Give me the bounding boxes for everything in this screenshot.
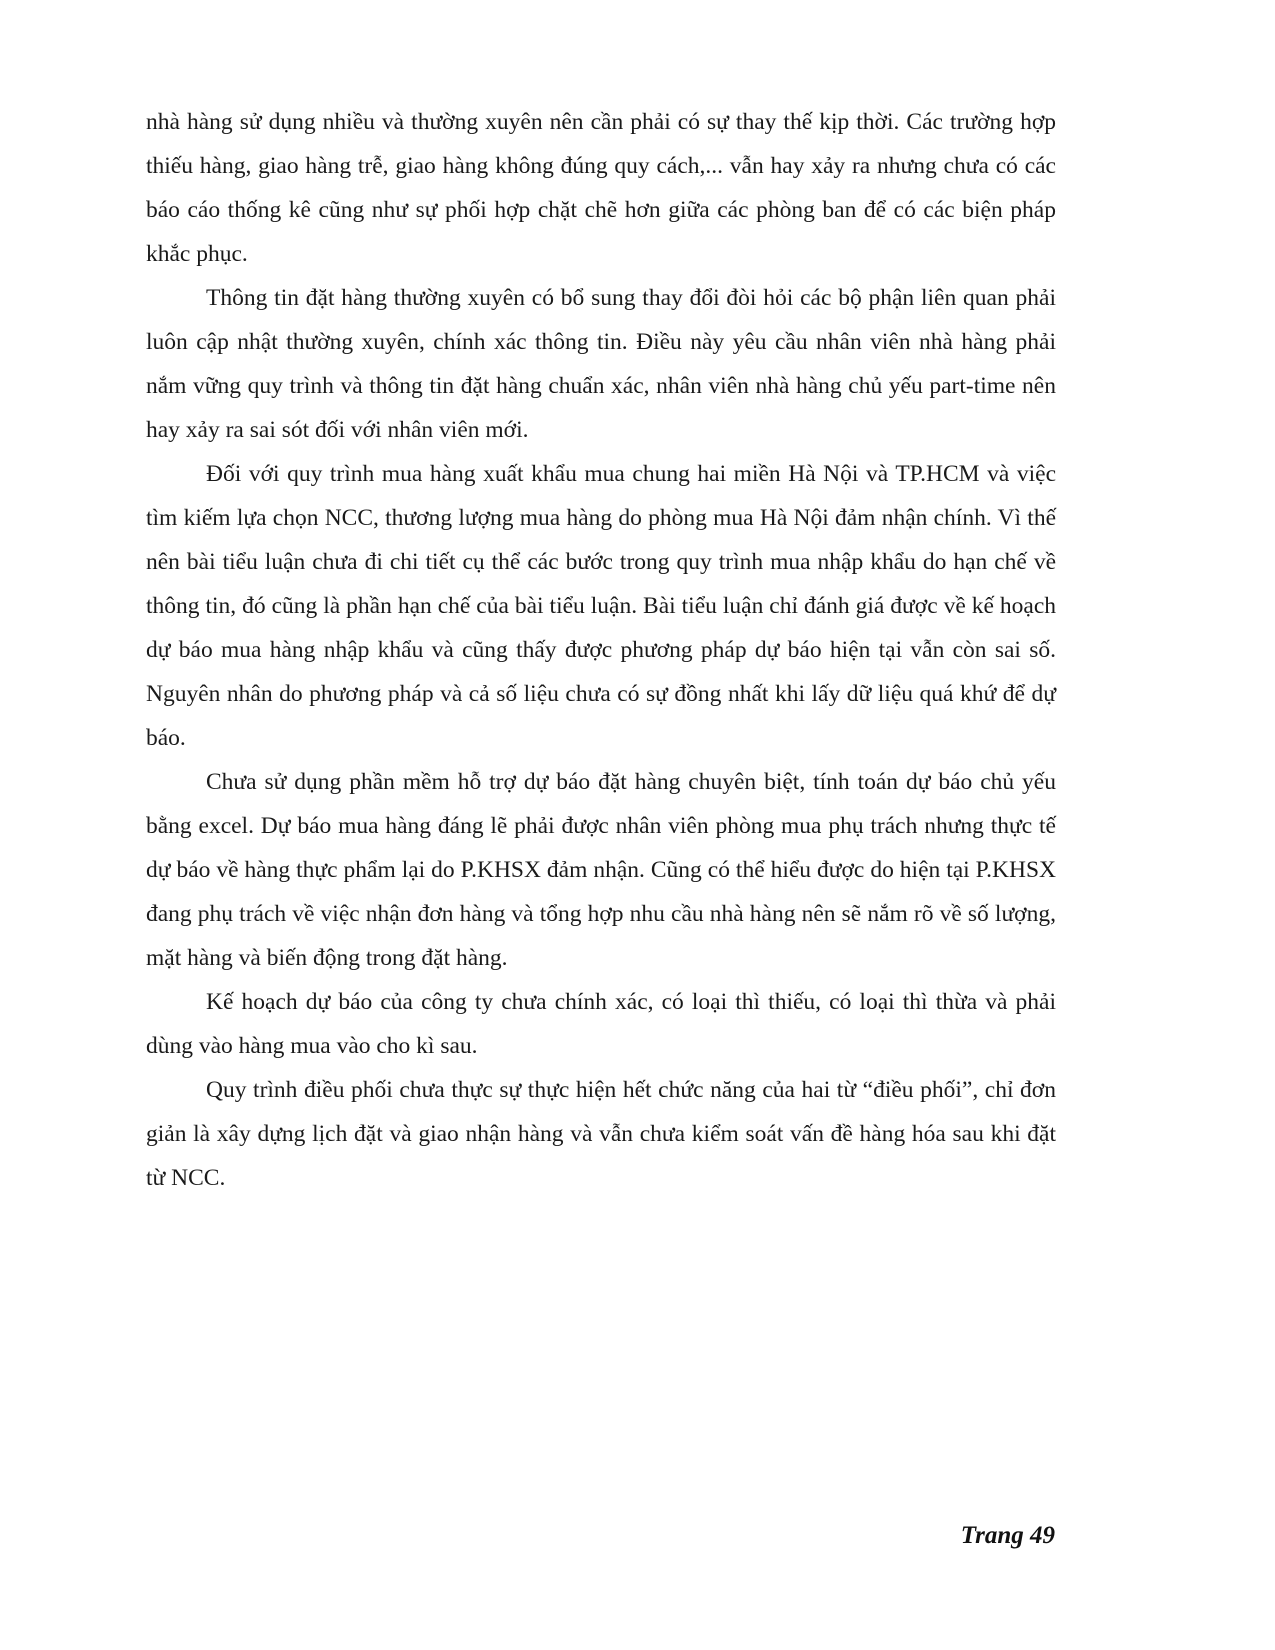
paragraph-2: Thông tin đặt hàng thường xuyên có bổ sung thay đổi đòi hỏi các bộ phận liên quan phải luôn cập nhật thường xuyên, chính xác thông tin. Điều này yêu cầu nhân viên nhà hàng phải nắm vững quy trình và thông tin đặt hàng chuẩn xác, nhân viên nhà hàng chủ yếu part-time nên hay xảy ra sai sót đối với nhân viên mới. [146, 285, 1056, 443]
paragraph-6: Quy trình điều phối chưa thực sự thực hiện hết chức năng của hai từ “điều phối”, chỉ đơn giản là xây dựng lịch đặt và giao nhận hàng và vẫn chưa kiểm soát vấn đề hàng hóa sau khi đặt từ NCC. [146, 1077, 1056, 1191]
paragraph-3: Đối với quy trình mua hàng xuất khẩu mua chung hai miền Hà Nội và TP.HCM và việc tìm kiếm lựa chọn NCC, thương lượng mua hàng do phòng mua Hà Nội đảm nhận chính. Vì thế nên bài tiểu luận chưa đi chi tiết cụ thể các bước trong quy trình mua nhập khẩu do hạn chế về thông tin, đó cũng là phần hạn chế của bài tiểu luận. Bài tiểu luận chỉ đánh giá được về kế hoạch dự báo mua hàng nhập khẩu và cũng thấy được phương pháp dự báo hiện tại vẫn còn sai số. Nguyên nhân do phương pháp và cả số liệu chưa có sự đồng nhất khi lấy dữ liệu quá khứ để dự báo. [146, 461, 1056, 751]
paragraph-5: Kế hoạch dự báo của công ty chưa chính xác, có loại thì thiếu, có loại thì thừa và phải dùng vào hàng mua vào cho kì sau. [146, 989, 1056, 1059]
page-number: Trang 49 [960, 1522, 1055, 1549]
paragraph-4: Chưa sử dụng phần mềm hỗ trợ dự báo đặt hàng chuyên biệt, tính toán dự báo chủ yếu bằng excel. Dự báo mua hàng đáng lẽ phải được nhân viên phòng mua phụ trách nhưng thực tế dự báo về hàng thực phẩm lại do P.KHSX đảm nhận. Cũng có thể hiểu được do hiện tại P.KHSX đang phụ trách về việc nhận đơn hàng và tổng hợp nhu cầu nhà hàng nên sẽ nắm rõ về số lượng, mặt hàng và biến động trong đặt hàng. [146, 769, 1056, 971]
paragraph-1: nhà hàng sử dụng nhiều và thường xuyên nên cần phải có sự thay thế kịp thời. Các trường hợp thiếu hàng, giao hàng trễ, giao hàng không đúng quy cách,... vẫn hay xảy ra nhưng chưa có các báo cáo thống kê cũng như sự phối hợp chặt chẽ hơn giữa các phòng ban để có các biện pháp khắc phục. [146, 109, 1056, 267]
body-text [146, 100, 1056, 1200]
